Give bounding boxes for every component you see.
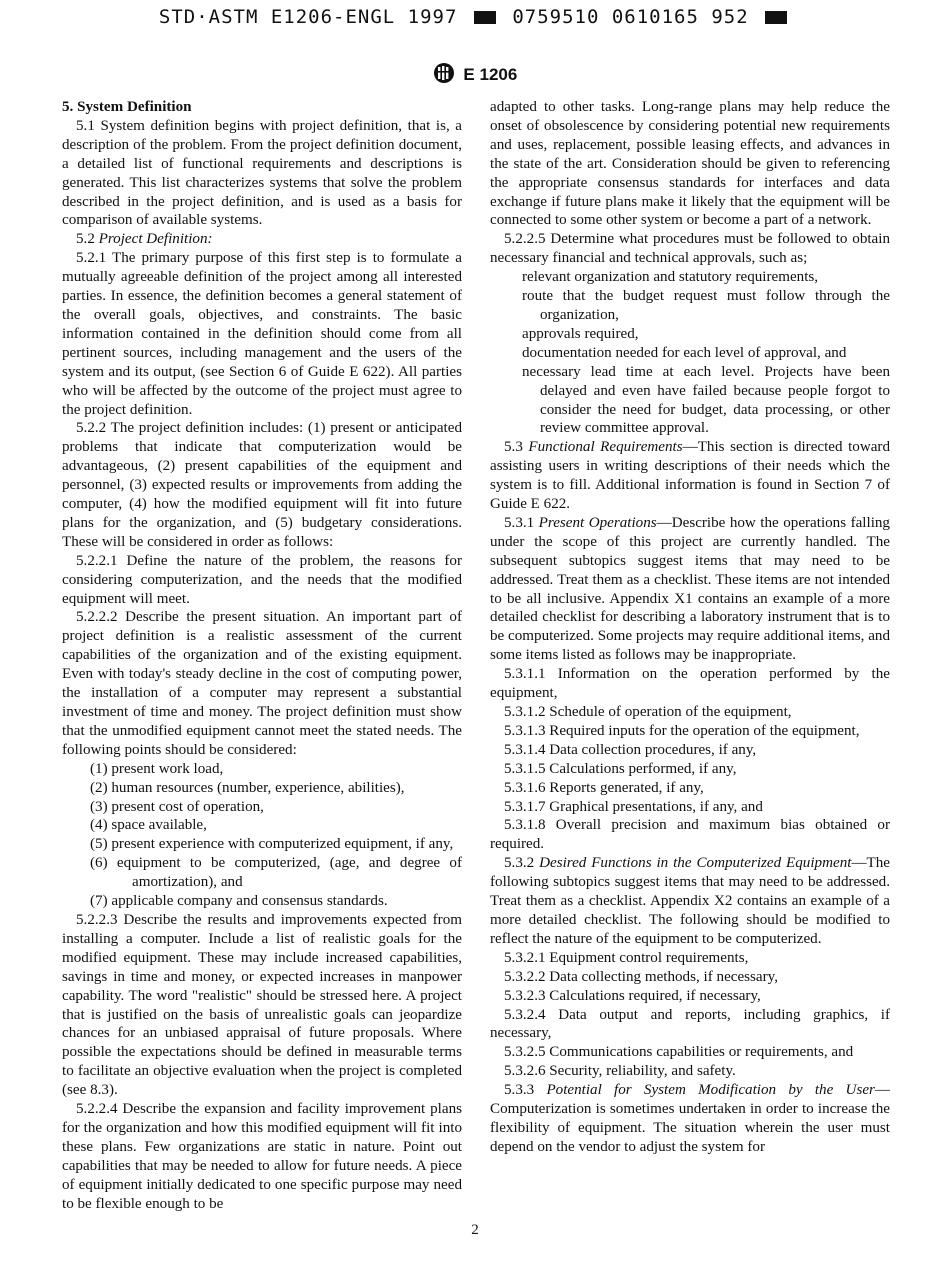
paragraph: 5.2.2.3 Describe the results and improvements expected from installing a computer. Include a list of realistic goals for the modified equipment. These may include increased capabilities, savings in time and money, or expected increases in manpower capability. The word "realistic" should be stressed here. A project that is justified on the basis of unrealistic goals can jeopardize chances for an unbiased appraisal of future proposals. Where possible the expectations should be defined in measurable terms to facilitate an objective evaluation when the project is completed (see 8.3). [62, 911, 462, 1099]
astm-logo-icon [433, 62, 455, 84]
paragraph: 5.2.2 The project definition includes: (1) present or anticipated problems that indicate that computerization would be advantageous, (2) present capabilities of the equipment and personnel, (3) expected results or improvements from adding the computer, (4) how the modified equipment will fit into future plans for the organization, and (5) budgetary considerations. These will be considered in order as follows: [62, 420, 462, 550]
black-block-mark [765, 11, 787, 24]
document-code-part2: 0759510 0610165 952 [512, 6, 749, 28]
paragraph: 5.2.1 The primary purpose of this first step is to formulate a mutually agreeable definition of the project among all interested parties. In essence, the definition becomes a general statement of the overall goals, objectives, and constraints. The basic information contained in the definition should come from all pertinent sources, including management and the users of the system and its output, (see Section 6 of Guide E 622). All parties who will be affected by the outcome of the project must agree to the project definition. [62, 250, 462, 418]
document-code-part1: STD·ASTM E1206-ENGL 1997 [158, 6, 458, 28]
list-item: documentation needed for each level of approval, and [522, 344, 847, 361]
paragraph: 5.3.2.3 Calculations required, if necessary, [504, 987, 761, 1004]
paragraph: adapted to other tasks. Long-range plans may help reduce the onset of obsolescence by considering potential new requirements and uses, replacement, possible leasing effects, and advances in the state of the art. Consideration should be given to referencing the appropriate consensus standards for interfaces and data exchange if future plans make it likely that the equipment will be connected to some other system or become a part of a network. [490, 99, 890, 229]
paragraph: 5.2.2.5 Determine what procedures must be followed to obtain necessary financial and technical approvals, such as; [490, 231, 890, 267]
paragraph: 5.3.1.4 Data collection procedures, if any, [504, 741, 757, 758]
list-item: (2) human resources (number, experience, abilities), [90, 779, 405, 796]
paragraph: 5.3.1.8 Overall precision and maximum bias obtained or required. [490, 817, 890, 853]
list-item: (3) present cost of operation, [90, 798, 264, 815]
paragraph: 5.2.2.1 Define the nature of the problem, the reasons for considering computerization, and the needs that the modified equipment will meet. [62, 552, 462, 607]
paragraph: 5.3.1.3 Required inputs for the operation of the equipment, [504, 722, 860, 739]
paragraph: 5.3 Functional Requirements—This section is directed toward assisting users in writing descriptions of their needs which the system is to fill. Additional information is found in Section 7 of Guide E 622. [490, 439, 890, 513]
list-item: (7) applicable company and consensus standards. [90, 893, 388, 910]
paragraph: 5.3.1.7 Graphical presentations, if any, and [504, 798, 763, 815]
paragraph: 5.3.2.5 Communications capabilities or requirements, and [504, 1044, 854, 1061]
page-number: 2 [471, 1222, 479, 1238]
paragraph: 5.3.2.6 Security, reliability, and safety. [504, 1063, 736, 1080]
list-item: approvals required, [522, 325, 639, 342]
paragraph: 5.1 System definition begins with project definition, that is, a description of the problem. From the project definition document, a detailed list of functional requirements and descriptions is generated. This list characterizes systems that solve the problem described in the project definition, and is used as a basis for comparison of available systems. [62, 117, 462, 229]
paragraph: 5.3.1.1 Information on the operation performed by the equipment, [490, 666, 890, 702]
paragraph: 5.3.3 Potential for System Modification by the User—Computerization is sometimes undertaken in order to increase the flexibility of equipment. The situation wherein the user must depend on the vendor to adjust the system for [490, 1082, 890, 1155]
list-item: (5) present experience with computerized equipment, if any, [90, 836, 454, 853]
list-item: (4) space available, [90, 817, 207, 834]
left-column [62, 98, 462, 1213]
paragraph: 5.2.2.2 Describe the present situation. An important part of project definition is a realistic assessment of the current capabilities of the organization and of the existing equipment. Even with today's steady decline in the cost of computing power, the installation of a computer may represent a substantial investment of time and money. The project definition must show that the unmodified equipment cannot meet the stated needs. The following points should be considered: [62, 609, 462, 758]
black-block-mark [474, 11, 496, 24]
section-heading: 5. System Definition [62, 99, 192, 115]
standard-number: E 1206 [463, 65, 518, 84]
paragraph: 5.3.1 Present Operations—Describe how the operations falling under the scope of this project are currently handled. The subsequent subtopics suggest items that may need to be addressed. Treat them as a checklist. These items are not intended to be all inclusive. Appendix X1 contains an example of a more detailed checklist for describing a laboratory instrument that is to be computerized. Some projects may require additional items, and some items listed as follows may be inappropriate. [490, 514, 890, 664]
paragraph: 5.2 Project Definition: [76, 231, 213, 248]
list-item: (6) equipment to be computerized, (age, and degree of amortization), and [90, 855, 462, 891]
list-item: relevant organization and statutory requirements, [522, 269, 819, 286]
list-item: (1) present work load, [90, 760, 224, 777]
paragraph: 5.3.1.6 Reports generated, if any, [504, 779, 704, 796]
standard-title [0, 62, 950, 85]
paragraph: 5.3.2.1 Equipment control requirements, [504, 949, 749, 966]
list-item: necessary lead time at each level. Projects have been delayed and even have failed because people forgot to consider the need for budget, data processing, or other review committee approval. [522, 363, 890, 437]
paragraph: 5.3.2 Desired Functions in the Computerized Equipment—The following subtopics suggest items that may need to be addressed. Treat them as a checklist. Appendix X2 contains an example of a more detailed checklist. The following should be modified to reflect the nature of the equipment to be computerized. [490, 855, 890, 947]
paragraph: 5.3.1.5 Calculations performed, if any, [504, 760, 737, 777]
paragraph: 5.3.2.4 Data output and reports, including graphics, if necessary, [490, 1006, 890, 1042]
list-item: route that the budget request must follow through the organization, [522, 288, 890, 323]
paragraph: 5.3.2.2 Data collecting methods, if necessary, [504, 968, 778, 985]
document-code-header [0, 6, 950, 28]
paragraph: 5.2.2.4 Describe the expansion and facility improvement plans for the organization and how this modified equipment will fit into these plans. Few organizations are static in nature. Point out capabilities that may be needed to allow for future needs. A piece of equipment initially dedicated to one specific purpose may need to be flexible enough to be [62, 1101, 462, 1212]
paragraph: 5.3.1.2 Schedule of operation of the equipment, [504, 704, 792, 720]
right-column [490, 98, 890, 1157]
